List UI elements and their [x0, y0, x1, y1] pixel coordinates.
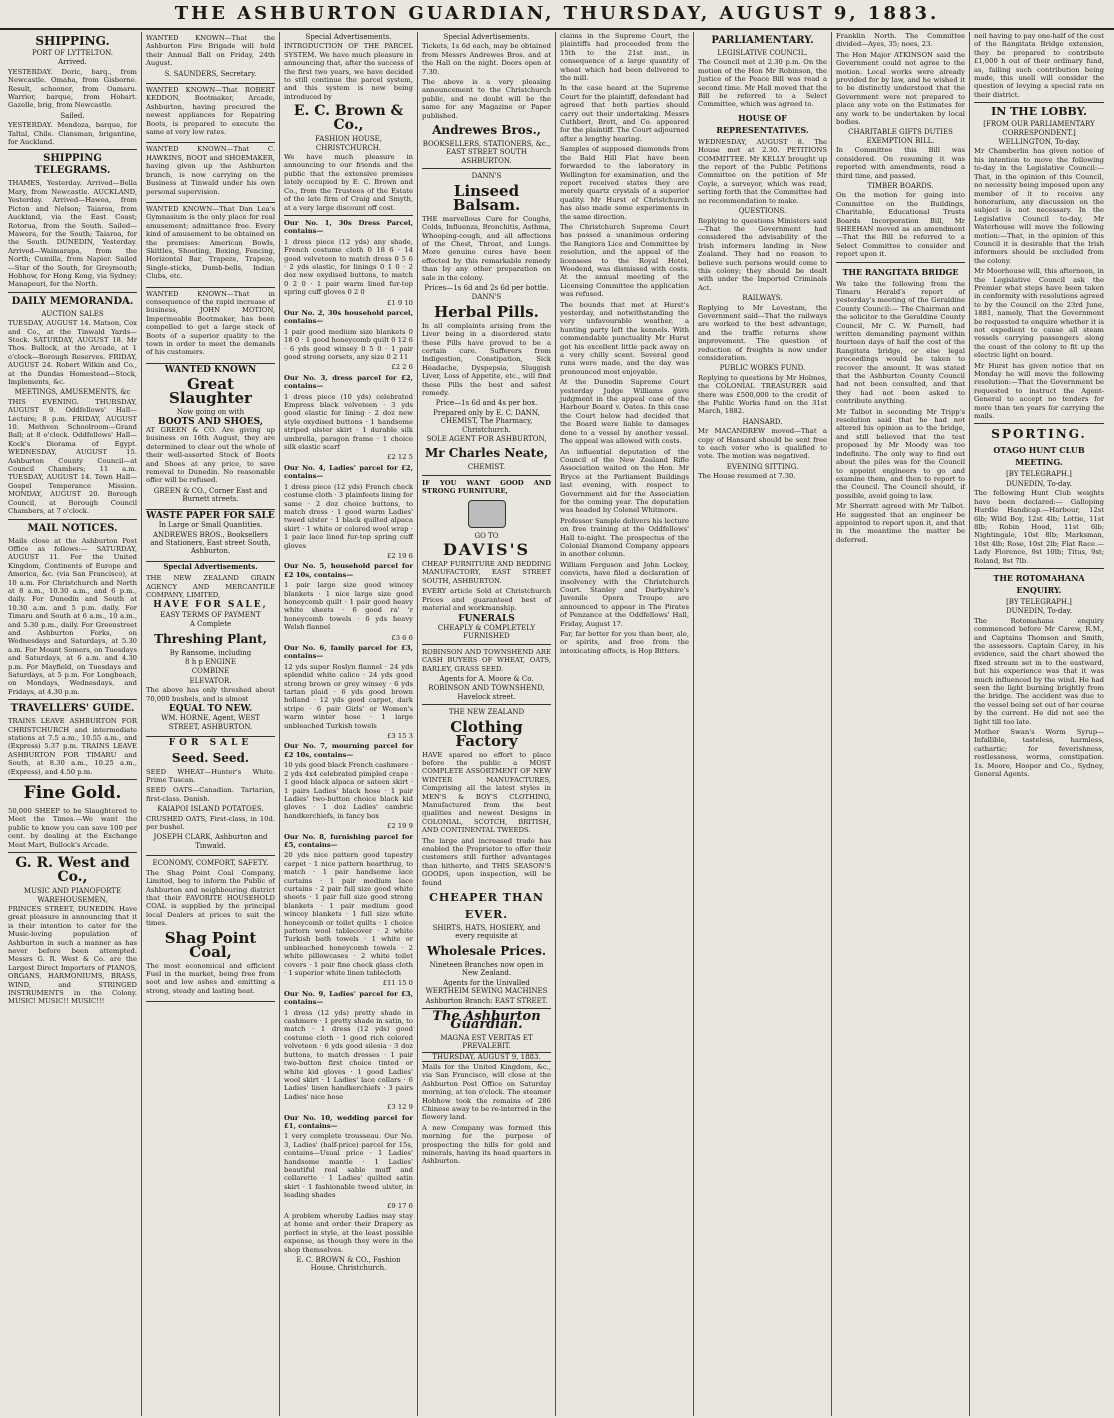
divider [8, 292, 137, 293]
furniture-text: IF YOU WANT GOOD AND STRONG FURNITURE, [422, 478, 551, 496]
ad-sub: By Ransome, including [169, 648, 252, 657]
mail-head: MAIL NOTICES. [27, 522, 118, 534]
clothing-pre: THE NEW ZEALAND [448, 708, 525, 717]
ad-sub: ECONOMY, COMFORT, SAFETY. [152, 859, 269, 868]
column-2 [142, 32, 280, 1416]
memo-head: DAILY MEMORANDA. [11, 295, 134, 307]
gold-head: Fine Gold. [23, 783, 122, 804]
ad-wanted [146, 32, 275, 84]
ad-sub: EASY TERMS OF PAYMENT [160, 610, 261, 619]
linseed-text: THE marvellous Cure for Coughs, Colds, Influenza, Bronchitis, Asthma, Whooping-cough, and all affections of the Chest, Throat, and Lungs. More genuine cures have been effected by this remarkable remedy than by any other preparation on sale in the colony. [422, 214, 551, 282]
column-7 [832, 32, 970, 1416]
ad-text: The most economical and efficient Fuel in the market, being free from soot and low ashes and emitting a strong, steady and lasting heat. [146, 961, 275, 995]
news-text: Replying to questions by Mr Holmes, the COLONIAL TREASURER said there was £500,000 to the credit of the Public Works fund on the 31st March, 1882. [698, 373, 827, 416]
clothing-text: The large and increased trade has enabled the Proprietor to offer their customers still further advantages than hitherto, and THIS SEASON'S GOODS, upon inspection, will be found [422, 836, 551, 887]
ad-sub: A Complete [189, 620, 232, 629]
go-to: GO TO [474, 531, 499, 540]
column-3 [280, 32, 418, 1416]
linseed-price: Prices—1s 6d and 2s 6d per bottle. [424, 283, 549, 292]
house-head: HOUSE OF REPRESENTATIVES. [716, 112, 809, 135]
news-text: In Committee this Bill was considered. On resuming it was reported with amendments, read a third time, and passed. [836, 146, 965, 180]
parcel-head: Our No. 3, dress parcel for £2, contains— [284, 373, 413, 391]
divider [8, 519, 137, 520]
gold-text: 50,000 SHEEP to be Slaughtered to Meet the Times.—We want the public to know you can save 100 per cent. by dealing at the Exchange Meat Mart, Bullock's Arcade. [8, 807, 137, 849]
memo-text: THIS EVENING. THURSDAY, AUGUST 9. Oddfellows' Hall—Lecture; 8 p.m. FRIDAY, AUGUST 10. Methven Schoolroom—Grand Ball; at 8 o'clock. Oddfellows' Hall—Kock's Diorama of Egypt. WEDNESDAY, AUGUST 15. Ashburton County Council—at Council Chambers; 11 a.m. TUESDAY, AUGUST 14. Town Hall—Gospel Temperance Mission. MONDAY, AUGUST 20. Borough Council, at Borough Council Chambers, at 7 o'clock. [8, 397, 137, 516]
divider [8, 779, 137, 780]
news-text: Samples of supposed diamonds from the Bald Hill Flat have been forwarded to the laboratory in Wellington for examination, and the report received states they are merely quartz crystals of a superior quality. Mr Hurst of Christchurch has also made some experiments in the same direction. [560, 145, 689, 221]
news-text: Mr Moorhouse will, this afternoon, in the Legislative Council ask the Premier what steps have been taken in conformity with resolutions agreed to by the Council on the 23rd June, 1881, namely, That the Government be requested to enquire whether it is not expedient to cause all steam vessels carrying passengers along the coast of the colony to fit up the electric light on board. [974, 267, 1104, 360]
news-text: Mr Sherratt agreed with Mr Talbot. He suggested that an engineer be appointed to report upon it, and that in the meantime the matter be deferred. [836, 502, 965, 544]
works-head: PUBLIC WORKS FUND. [719, 364, 806, 373]
branches-text: Nineteen Branches now open in New Zealand. [429, 960, 544, 978]
column-4 [418, 32, 556, 1416]
parcel-head: Our No. 6, family parcel for £3, contains— [284, 644, 413, 661]
chair-icon [468, 500, 506, 528]
news-text: Mr Hurst has given notice that on Monday he will move the following resolution:—That the Government be requested to instruct the Agent-General to accept no tenders for more than ten years for carrying the mails. [974, 361, 1104, 421]
parcel-items: 1 pair large size good wincey blankets · 1 nice large size good honeycomb quilt · 1 pair good heavy white sheets · 6 good ra' 'r honeycomb towels · 6 yds heavy Welsh flannel [284, 581, 413, 632]
parcel-total: £2 2 6 [391, 363, 413, 372]
railways-head: RAILWAYS. [742, 294, 783, 303]
news-text: On the motion for going into Committee on the Buildings, Charitable, Educational Trusts Boards Incorporation Bill, Mr SHEEHAN moved as an amendment—That the Bill be referred to a Select Committee to consider and report upon it. [836, 191, 965, 259]
herbal-title: Herbal Pills. [434, 302, 539, 321]
firm-name: E. C. Brown & Co., [293, 103, 404, 134]
ad-banner: BOOTS AND SHOES, [158, 416, 263, 427]
telegrams-text: THAMES, Yesterday. Arrived—Bella Mary, from Newcastle. AUCKLAND, Yesterday. Arrived—Hawea, from Picton and Nelson; Taiaroa, from Auckland, via the East Coast; Rotorua, from the South. Sailed—Mawera, for the South; Taiaroa, for the South. DUNEDIN, Yesterday. Arrived—Waimarapa, from the North; Cumilla, from Napier. Sailed—Star of the South, for Greymouth; Hobhow, for Hong Kong, via Sydney; Manapouri, for the North. [8, 179, 137, 289]
otago-place: DUNEDIN, To-day. [1006, 479, 1072, 488]
divider [284, 215, 413, 216]
ad-text: The Shag Point Coal Company, Limited, beg to inform the Public of Ashburton and neighbouring district that their FAVORITE HOUSEHOLD COAL is supplied by the principal local Dealers at prices to suit the times. [146, 868, 275, 928]
robinson-text: Agents for A. Moore & Co. [439, 674, 534, 683]
ad-wanted [146, 203, 275, 288]
ad-signature: S. SAUNDERS, Secretary. [164, 69, 257, 78]
andrewes-name: Andrewes Bros., [432, 123, 541, 138]
parcel-total: £3 6 6 [391, 633, 413, 642]
arrived-head: Arrived. [58, 58, 87, 67]
ad-headline: Great Slaughter [169, 375, 252, 408]
column-6 [694, 32, 832, 1416]
news-text: The Council met at 2.30 p.m. On the motion of the Hon Mr Robinson, the Justice of the Peace Bill was read a second time. Mr Hall moved that the Bill be referred to a Select Committee, which was agreed to. [698, 58, 827, 109]
parcel-head: Our No. 2, 30s household parcel, contains— [284, 308, 413, 326]
ad-signature: GREEN & CO., Corner East and Burnett streets. [153, 486, 268, 504]
news-text: William Ferguson and John Lockey, convicts, have filed a declaration of insolvency with the Christchurch Court. Stanley and Darbyshire's Juvenile Opera Troupe are announced to appear in The Pirates of Penzance at the Oddfellows' Hall, Friday, August 17. [560, 560, 689, 628]
guardian-title: The Ashburton Guardian. [432, 1008, 541, 1033]
news-text: The House resumed at 7.30. [698, 472, 796, 481]
news-text: neil having to pay one-half of the cost of the Rangitata Bridge extension, they be prepared to contribute £1,000 h out of their ordinary fund, as, failing such contribution being made, this unell will consider the question of levying a special rate on their district. [974, 32, 1104, 99]
ad-waste-paper [146, 510, 275, 562]
section-head: Special Advertisements. [163, 561, 258, 571]
bridge-head: THE RANGITATA BRIDGE [842, 266, 959, 277]
parcel-items: 1 very complete trousseau. Our No. 3, Ladies' (half-price) parcel for 15s, contains—Usual price · 1 Ladies' handsome mantle · 1 Ladies' beautiful real sable muff and collarette · 1 Ladies' quilted satin skirt · 1 fashionable tweed ulster, in leading shades [284, 1132, 413, 1200]
news-text: Mr MACANDREW moved—That a copy of Hansard should be sent free to each voter who is qualified to vote. The motion was negatived. [698, 427, 827, 461]
parcel-items: 1 dress piece (12 yds) French check costume cloth · 3 plainfeets lining for same · 2 doz choice buttons, to match dress · 1 good warm Ladies' tweed ulster · 1 black quilted alpaca skirt · 1 white or colored wool wrap · 1 pair lace lined fur-top spring cuff gloves [284, 482, 413, 550]
herbal-text: In all complaints arising from the Liver being in a disordered state these Pills have proved to be a certain cure. Sufferers from Indigestion, Constipation, Sick Headache, Dyspepsia, Sluggish Liver, Loss of Appetite, etc., will find these Pills the best and safest remedy. [422, 321, 551, 397]
west-sub: MUSIC AND PIANOFORTE WAREHOUSEMEN, [23, 887, 122, 904]
sailed-head: Sailed. [60, 111, 85, 120]
ad-sub: 8 h p ENGINE [185, 657, 236, 666]
news-text: A new Company was formed this morning for the purpose of prospecting the hills for gold and minerals, having its head quarters in Ashburton. [422, 1123, 551, 1166]
travel-head: TRAVELLERS' GUIDE. [10, 703, 135, 715]
news-text: The following Hunt Club weights have been declared:— Galloping Hurdle Handicap.—Harbour, 12st 6lb; Wild Boy, 12st 4lb; Lottie, 11st 8lb; Robin Hood, 11st 6lb; Nightingale, 10st 8lb; Marksman, 10st 4lb; Rose, 10st 2lb; Flat Race.—Lady Florence, 9st 10lb; Titus, 9st; Roland, 8st 7lb. [974, 489, 1104, 565]
herbal-price: Price—1s 6d and 4s per box. [435, 399, 538, 408]
arrived-text: YESTERDAY. Doric, barq., from Newcastle. Omaha, from Gisborne. Result, schooner, from Oamaru. Warrior, barque, from Hobart. Gazelle, brig, from Newcastle. [8, 67, 137, 110]
ad-sub: KAIAPOI ISLAND POTATOES. [157, 805, 264, 814]
address: E. C. BROWN & CO., Fashion House, Christchurch. [296, 1256, 401, 1273]
parliament-sub: LEGISLATIVE COUNCIL. [717, 49, 808, 57]
divider [8, 699, 137, 700]
ad-text: CRUSHED OATS, First-class, in 10d. per bushel. [146, 814, 275, 832]
shipping-sub: PORT OF LYTTELTON. [31, 49, 114, 57]
ad-banner: WASTE PAPER FOR SALE [146, 510, 275, 521]
ad-text: The above has only threshed about 70,000 bushels, and is almost [146, 686, 275, 703]
footer-text: A problem whereby Ladies may stay at home and order their Drapery as perfect in style, at the least possible expense, as though they were in the shop themselves. [284, 1212, 413, 1254]
branch-text: Ashburton Branch: EAST STREET. [425, 996, 548, 1005]
questions-head: QUESTIONS. [738, 207, 787, 216]
funerals-title: FUNERALS [458, 613, 515, 624]
travel-text: TRAINS LEAVE ASHBURTON FOR CHRISTCHURCH and intermediate stations at 7.5 a.m., 10.55 a.m., and (Express) 5.37 p.m. TRAINS LEAVE ASHBURTON FOR TIMARU and South, at 8.30 a.m., 10.25 a.m., (Express), and 4.50 p.m. [8, 717, 137, 776]
lobby-sub: [FROM OUR PARLIAMENTARY CORRESPONDENT.] [983, 120, 1095, 137]
parcel-head: Our No. 10, wedding parcel for £1, contains— [284, 1113, 413, 1130]
ad-text: WANTED KNOWN—That ROBERT KEDDON, Bootmaker, Arcade, Ashburton, having procured the newest appliances for Repairing Boots, is prepared to execute the same at very low rates. [146, 86, 275, 137]
rotomahana-place: DUNEDIN, To-day. [1006, 607, 1072, 616]
lobby-head: IN THE LOBBY. [991, 105, 1087, 119]
news-text: An influential deputation of the Council of the New Zealand Rifle Association waited on the Hon. Mr Bryce at the Parliament Buildings last evening, with respect to Government aid for the Association for the coming year. The deputation was headed by Colonel Whitmore. [560, 447, 689, 515]
divider [422, 704, 551, 705]
firm-sub: FASHION HOUSE, CHRISTCHURCH. [315, 135, 382, 152]
news-text: Replying to Mr Levestam, the Government said—That the railways are worked to the best advantage, and the traffic returns show improvement. The question of reduction of freights is now under consideration. [698, 303, 827, 362]
ad-banner: WANTED KNOWN [164, 364, 257, 375]
ad-text: WANTED KNOWN—That the Ashburton Fire Brigade will hold their Annual Ball on Friday, 24th August. [146, 34, 275, 68]
news-text: Far, far better for you than beer, ale, or spirits, and free from the intoxicating effects, is Hop Bitters. [560, 630, 689, 655]
news-text: Mother Swan's Worm Syrup—Infallible, tasteless, harmless, cathartic; for feverishness, restlessness, worms, constipation. 1s. Moore, Hooper and Co., Sydney, General Agents. [974, 728, 1104, 779]
ad-sub: In Large or Small Quantities. [158, 521, 263, 530]
ad-text: THE NEW ZEALAND GRAIN AGENCY AND MERCANTILE COMPANY, LIMITED, [146, 574, 275, 599]
guardian-motto: MAGNA EST VERITAS ET PREVALEBIT. [440, 1033, 533, 1051]
ad-text: WANTED KNOWN—That in consequence of the rapid increase of business, JOHN MOTION, Impermeable Bootmaker, has been compelled to get a large stock of Boots of a superior quality to the town in order to meet the demands of his customers. [146, 289, 275, 357]
ad-sub: ELEVATOR. [189, 676, 232, 685]
rotomahana-sub: [BY TELEGRAPH.] [1006, 597, 1072, 606]
danns-label: DANN'S [471, 172, 502, 181]
news-text: At the Dunedin Supreme Court yesterday Judge Williams gave judgment in the appeal case of the Harbour Board v. Oates. In this case the Court below had decided that the Board were liable to damages done to a vessel by another vessel. The appeal was allowed with costs. [560, 378, 689, 446]
parcel-head: Our No. 8, furnishing parcel for £5, contains— [284, 832, 413, 849]
ad-seed [146, 737, 275, 856]
charitable-head: CHARITABLE GIFTS DUTIES EXEMPTION BILL. [848, 128, 953, 145]
rotomahana-head: THE ROTOMAHANA ENQUIRY. [993, 572, 1085, 595]
parcel-items: 12 yds super Roslyn flannel · 24 yds splendid white calico · 24 yds good strong brown or grey winsey · 6 yds tartan plaid · 6 yds good brown holland · 12 yds good carpet, dark stripe · 6 pair Girls' or Women's warm winter hose · 1 large unbleached Turkish towels [284, 662, 413, 730]
otago-head: OTAGO HUNT CLUB MEETING. [993, 445, 1085, 468]
parliament-head: PARLIAMENTARY. [711, 35, 814, 46]
mail-text: Mails close at the Ashburton Post Office as follows:— SATURDAY, AUGUST 11. For the United Kingdom, Continents of Europe and America, &c. (via San Francisco), at 10 a.m. For Christchurch and North at 8 a.m., 10.30 a.m., and 6 p.m., daily. For Dunedin and South at 10.30 a.m. and 5 p.m. daily. For Timaru and South at 6 a.m., 10 a.m., and 5.30 p.m., daily. For Greenstreet and Ashburton Forks, on Wednesdays and Saturdays, at 5.30 a.m. For Mount Somers, on Tuesdays and Saturdays, at 6 a.m. and 4.30 p.m. For Mayfield, on Tuesdays and Saturdays, at 5 p.m. For Longbeach, on Mondays, Wednesdays, and Fridays, at 4.30 p.m. [8, 536, 137, 696]
sporting-head: SPORTING. [991, 427, 1087, 442]
wholesale-title: Wholesale Prices. [426, 943, 547, 958]
tenders-head: TIMBER BOARDS. [867, 181, 934, 190]
section-head: Special Advertisements. [443, 33, 530, 41]
divider [422, 168, 551, 169]
telegrams-head: SHIPPING TELEGRAMS. [34, 153, 111, 177]
column-1 [4, 32, 142, 1416]
memo-sub: MEETINGS, AMUSEMENTS, &c [14, 388, 131, 397]
prepared-by: Prepared only by E. C. DANN, CHEMIST, The Pharmacy, Christchurch. [433, 408, 540, 434]
ad-signature: ANDREWES BROS., Booksellers and Stationers, East street South, Ashburton. [150, 530, 271, 556]
guardian-date: THURSDAY, AUGUST 9, 1883. [422, 1052, 551, 1062]
parcel-total: £2 19 9 [387, 822, 413, 831]
parcel-items: 20 yds nice pattern good tapestry carpet · 1 nice pattern hearthrug, to match · 1 pair handsome lace curtains · 1 pair medium lace curtains · 2 pair full size good white sheets · 1 pair full size good strong blankets · 1 pair medium good wincey blankets · 1 full size white honeycomb or toilet quilts · 1 choice pattern wool tablecover · 2 white Turkish bath towels · 1 white or unbleached honeycomb towels · 2 white pillowcases · 2 white toilet covers · 1 pair fine check glass cloth · 1 superior white linen tablecloth [284, 851, 413, 978]
sole-agent: SOLE AGENT FOR ASHBURTON, [426, 435, 547, 444]
shipping-title: SHIPPING. [35, 34, 110, 48]
ad-headline: Seed. Seed. [171, 750, 250, 765]
parcel-total: £11 15 0 [382, 979, 413, 988]
section-head: Special Advertisements. [305, 33, 392, 41]
column-5 [556, 32, 694, 1416]
top-text: Tickets, 1s 6d each, may be obtained from Messrs Andrewes Bros. and at the Hall on the night. Doors open at 7.30. [422, 42, 551, 76]
parcel-head: Our No. 9, Ladies' parcel for £3, contains— [284, 989, 413, 1007]
ad-wanted [146, 84, 275, 143]
ad-headline: Threshing Plant, [154, 631, 267, 646]
ad-shag-coal [146, 856, 275, 1002]
shirts-text: SHIRTS, HATS, HOSIERY, and every requisite at [432, 924, 541, 941]
west-text: PRINCES STREET, DUNEDIN. Have great pleasure in announcing that it is their intention to cater for the Music-loving population of Ashburton in such a manner as has never before been attempted. Messrs G. R. West & Co. are the Largest Direct Importers of PIANOS, ORGANS, HARMONIUMS, BRASS, WIND, and STRINGED INSTRUMENTS in the Colony. MUSIC! MUSIC!! MUSIC!!! [8, 904, 137, 1006]
ad-banner: HAVE FOR SALE, [153, 600, 268, 611]
notice-text: The above is a very pleasing announcement to the Christchurch public, and no doubt will be the same for any Magazine or Paper published. [422, 78, 551, 120]
agents-text: Agents for the Univalled WERTHEIM SEWING MACHINES [425, 978, 548, 996]
news-text: The Hon Major ATKINSON said the Government could not agree to the motion. Local works were already provided for by law, and he wished it to be distinctly understood that the Government were not prepared to place any vote on the Estimates for any work to be undertaken by local bodies. [836, 50, 965, 127]
lobby-place: WELLINGTON, To-day. [998, 138, 1080, 147]
parcel-head: Our No. 4, Ladies' parcel for £2, contains— [284, 463, 413, 481]
newspaper-columns [4, 32, 1110, 1416]
parcel-total: £9 17 6 [387, 1201, 413, 1210]
divider [422, 475, 551, 476]
divider [8, 149, 137, 150]
ad-text: AT GREEN & CO. Are giving up business on 16th August, they are determined to clear out the whole of their well-assorted Stock of Boots and Shoes at any price, to save removal to Dunedin. No reasonable offer will be refused. [146, 426, 275, 485]
parcel-items: 10 yds good black French cashmere · 2 yds 4x4 celebrated pimpled crape · 1 good black alpaca or sateen skirt · 1 pairs Ladies' black hose · 1 pair Ladies' two-button choice black kid gloves · 1 doz Ladies' cambric handkerchiefs, in fancy box [284, 761, 413, 820]
ad-sub: Now going on with [176, 408, 245, 417]
davis-text: CHEAP FURNITURE AND BEDDING MANUFACTORY, EAST STREET SOUTH, ASHBURTON. [422, 560, 551, 585]
news-text: WEDNESDAY, AUGUST 8. The House met at 2.30. PETITIONS COMMITTEE. Mr KELLY brought up the report of the Public Petitions Committee on the petition of Mr Coyle, a surveyor, which was read, setting forth that the Committee had no recommendation to make. [698, 137, 827, 205]
news-text: The bounds that met at Hurst's yesterday, and notwithstanding the very unfavourable weather, a hunting party left the kennels. With commendable punctuality Mr Hurst got his excellent little pack away on a very chilly scent. Several good runs were made, and the day was pronounced most enjoyable. [560, 300, 689, 376]
neate-name: Mr Charles Neate, [424, 446, 549, 461]
ad-signature: WM. HORNE, Agent, WEST STREET, ASHBURTON. [161, 714, 260, 731]
news-text: Mails for the United Kingdom, &c., via San Francisco, will close at the Ashburton Post Office on Saturday morning, at ten o'clock. The steamer Hobhow took the remains of 286 Chinese away to be re-interred in the flowery land. [422, 1062, 552, 1122]
ad-banner: FOR SALE [168, 738, 253, 749]
neate-sub: CHEMIST. [467, 463, 506, 472]
west-head: G. R. West and Co., [15, 855, 130, 886]
funerals-sub: CHEAPLY & COMPLETELY FURNISHED [437, 623, 536, 641]
news-text: Replying to questions Ministers said—That the Government had considered the advisability of the Irish informers landing in New Zealand. They had no reason to believe such persons would come to this colony; they should be dealt with under the Imported Criminals Act. [698, 216, 827, 292]
otago-sub: [BY TELEGRAPH.] [1006, 470, 1072, 479]
intro-text: INTRODUCTION OF THE PARCEL SYSTEM. We have much pleasure in announcing that, after the success of the first two years, we have decided to still continue the parcel system, and this system is now being introduced by [284, 42, 413, 101]
divider [974, 568, 1104, 569]
news-text: claims in the Supreme Court, the plaintiffs had proceeded from the 15th to the 21st inst., in consequence of a large quantity of wheat which had been delivered to the mill. [560, 32, 689, 83]
clothing-text: HAVE spared no effort to place before the public a MOST COMPLETE ASSORTMENT OF NEW WINTER MANUFACTURES, Comprising all the latest styles in MEN'S & BOY'S CLOTHING, Manufactured from the best qualities and newest Designs in COLONIAL, SCOTCH, BRITISH, AND CONTINENTAL TWEEDS. [422, 750, 551, 835]
firm-text: We have much pleasure in announcing to our friends and the public that the extensive premises lately occupied by E. C. Brown and Co., from the Trustees of the Estate of the late firm of Craig and Smyth, at a very large discount off cost. [284, 153, 413, 212]
ad-headline: Shag Point Coal, [164, 928, 257, 961]
parcel-head: Our No. 7, mourning parcel for £2 10s, contains— [284, 742, 413, 759]
parcel-total: £3 15 3 [387, 732, 413, 741]
clothing-title: Clothing Factory [450, 717, 523, 750]
evening-head: EVENING SITTING. [726, 462, 799, 471]
andrewes-sub: BOOKSELLERS, STATIONERS, &c., EAST STREET SOUTH ASHBURTON. [422, 140, 551, 165]
ad-wanted [146, 143, 275, 202]
news-text: Professor Sample delivers his lecture on free training at the Oddfellows' Hall to-night. The prospectus of the Colonial Diamond Company appears in another column. [560, 516, 689, 559]
parcel-total: £2 19 6 [387, 551, 413, 560]
divider [974, 102, 1104, 103]
news-text: In the case heard at the Supreme Court for the plaintiff, defendant had agreed that both parties should carry out their undertaking. Messrs Cuthbert, Brett, and Co. appeared for the plaintiff. The Court adjourned after a lengthy hearing. [560, 84, 689, 143]
ad-wanted [146, 288, 275, 364]
ad-signature: JOSEPH CLARK, Ashburton and Tinwald. [153, 833, 268, 850]
davis-text: EVERY article Sold at Christchurch Prices and guaranteed best of material and workmanship. [422, 587, 551, 613]
ad-banner: EQUAL TO NEW. [168, 704, 253, 714]
ad-sub: COMBINE [191, 667, 230, 676]
linseed-title: Linseed Balsam. [452, 181, 521, 214]
news-text: Mr Chamberlin has given notice of his intention to move the following to-day in the Legislative Council:—That, in the opinion of this Council, no necessity being imposed upon any member of it to receive any honorarium, any discussion on the subject is not necessary. In the Legislative Council to-day, Mr Waterhouse will move the following motion:—That, in the opinion of this Council it is desirable that the Irish informers should be excluded from the colony. [974, 147, 1104, 265]
parcel-items: 1 dress piece (10 yds) celebrated Empress black velveteen · 3 yds good elastic for lining · 2 doz new style oxydised buttons · 1 handsome striped ulster skirt · 1 durable silk umbrella, paragon frame · 1 choice silk elastic scarf [284, 392, 413, 452]
news-text: The Rotomahana enquiry commenced before Mr Carew, R.M., and Captains Thomson and Smith, the assessors. Captain Carey, in his evidence, said the chart showed the fixed stream set in to the eastward, but his experience was that it was much influenced by the wind. He had seen the light burning brightly from the bridge. The accident was due to the vessel being set out of her course by the current. He did not see the light till too late. [974, 616, 1104, 726]
cheaper-banner: CHEAPER THAN EVER. [429, 891, 544, 922]
parcel-total: £2 12 5 [387, 453, 413, 462]
news-text: Mr Talbot in seconding Mr Tripp's resolution said that he had not altered his opinion as to the bridge, and still believed that the test proposed by Mr Moody was too indefinite. The only way to find out about the piles was for the Council to appoint engineers to go and examine them, and then to report to the Council. The Council should, if possible, avoid going to law. [836, 407, 965, 500]
divider [422, 644, 551, 645]
ad-text: SEED WHEAT—Hunter's White. Prime Tuscan. [146, 767, 275, 785]
ad-slaughter [146, 364, 275, 510]
ad-threshing [146, 572, 275, 737]
davis-name: DAVIS'S [442, 540, 531, 560]
danns-label: DANN'S [471, 293, 502, 302]
parcel-total: £3 12 9 [387, 1103, 413, 1112]
ad-text: WANTED KNOWN—That Dan Lea's Gymnasium is the only place for real amusement; admittance free. Every kind of amusement to be obtained on the premises: American Bowls, Skittles, Shooting, Boxing, Fencing, Horizontal Bar, Trapeze, Trapeze, Single-sticks, Dumb-bells, Indian Clubs, etc. [146, 204, 275, 281]
column-8 [970, 32, 1108, 1416]
parcel-items: 1 dress (12 yds) pretty shade in cashmere · 1 pretty shade in satin, to match · 1 dress (12 yds) good costume cloth · 1 good rich colored velveteen · 6 yds good silesia · 3 doz buttons, to match dresses · 1 pair two-button first choice tinted or white kid gloves · 1 good Ladies' wool skirt · 1 Ladies' lace collars · 6 Ladies' linen handkerchiefs · 3 pairs Ladies' nice hose [284, 1008, 413, 1101]
parcel-head: Our No. 1, 30s Dress Parcel, contains— [284, 218, 413, 236]
divider [836, 262, 965, 263]
news-text: The Christchurch Supreme Court has passed a unanimous ordering the Rangiora Lice and Committee by resolution, and the appeal of the licensees to the Royal Hotel, Woodend, was dismissed with costs. At the annual meeting of the Licensing Committee the application was refused. [560, 222, 689, 299]
hansard-head: HANSARD. [742, 417, 783, 426]
masthead: THE ASHBURTON GUARDIAN, THURSDAY, AUGUST 9, 1883. [0, 0, 1114, 30]
divider [8, 852, 137, 853]
sailed-text: YESTERDAY. Mendoza, barque, for Taltal, Chile. Clansman, brigantine, for Auckland. [8, 121, 137, 147]
memo-text: TUESDAY, AUGUST 14. Matson, Cox and Co., at the Tinwald Yards—Stock. SATURDAY, AUGUST 18. Mr Thos. Bullock, at the Arcade, at 1 o'clock—Borough Reserves. FRIDAY, AUGUST 24. Robert Wilkin and Co., at the Dundas Homestead—Stock, Implements, &c. [8, 319, 137, 386]
parcel-total: £1 9 10 [387, 298, 413, 307]
parcel-items: 1 pair good medium size blankets 0 18 0 · 1 good honeycomb quilt 0 12 6 · 6 yds good winsey 0 5 0 · 1 pair good strong corsets, any size 0 2 11 [284, 327, 413, 361]
parcel-head: Our No. 5, household parcel for £2 10s, contains— [284, 562, 413, 579]
news-text: Franklin North. The Committee divided—Ayes, 35; noes, 23. [836, 32, 965, 49]
parcel-items: 1 dress piece (12 yds) any shade, French costume cloth 0 18 6 · 14 good velveteen to match dress 0 5 6 · 2 yds elastic, for linings 0 1 0 · 2 doz new oxydised buttons, to match 0 2 0 · 1 pair warm lined fur-top spring cuff gloves 0 2 0 [284, 237, 413, 297]
ad-text: WANTED KNOWN—That C. HAWKINS, BOOT and SHOEMAKER, having given up the Ashburton branch, is now carrying on the Business at Tinwald under his own personal supervision. [146, 145, 275, 196]
memo-sub: AUCTION SALES [41, 309, 104, 318]
divider [974, 423, 1104, 424]
robinson-text: ROBINSON AND TOWNSHEND ARE CASH BUYERS OF WHEAT, OATS, BARLEY, GRASS SEED. [422, 647, 551, 673]
robinson-text: ROBINSON AND TOWNSHEND, Havelock street. [428, 684, 545, 701]
news-text: We take the following from the Timaru Herald's report of yesterday's meeting of the Geraldine County Council:— The Chairman and the solicitor to the Geraldine County Council, Mr C. W. Purnell, had written demanding payment within fourteen days of half the cost of the Rangitata bridge, or else legal proceedings would be taken to recover the amount. It was stated that the Ashburton County Council had not been consulted, and that they had not been asked to contribute anything. [836, 279, 965, 406]
ad-text: SEED OATS—Canadian. Tartarian, first-class. Danish. [146, 786, 275, 803]
